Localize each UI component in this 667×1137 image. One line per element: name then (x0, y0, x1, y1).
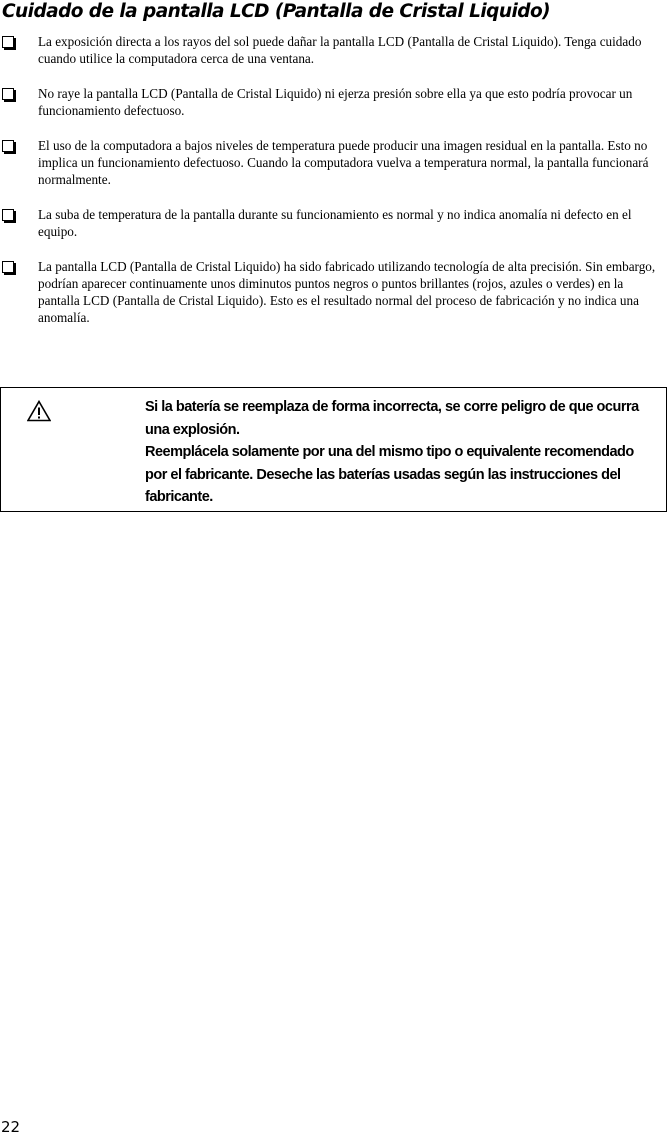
checkbox-bullet-icon (2, 140, 14, 152)
warning-triangle-icon (27, 400, 51, 422)
list-item-text: El uso de la computadora a bajos niveles de temperatura puede producir una imagen residual en la pantalla. Esto no implica un funcionamiento defectuoso. Cuando la computadora vuelva a temperatura normal, la pantalla funcionará normalmente. (38, 138, 649, 187)
checkbox-bullet-icon (2, 261, 14, 273)
list-item-text: La suba de temperatura de la pantalla durante su funcionamiento es normal y no indica anomalía ni defecto en el equipo. (38, 207, 632, 239)
list-item (0, 33, 667, 67)
list-item-text: La exposición directa a los rayos del sol puede dañar la pantalla LCD (Pantalla de Cristal Liquido). Tenga cuidado cuando utilice la computadora cerca de una ventana. (38, 34, 642, 66)
warning-line-1: Si la batería se reemplaza de forma incorrecta, se corre peligro de que ocurra una explosión. (145, 399, 639, 438)
checkbox-bullet-icon (2, 36, 14, 48)
list-item (0, 85, 667, 119)
list-item-text: La pantalla LCD (Pantalla de Cristal Liquido) ha sido fabricado utilizando tecnología de alta precisión. Sin embargo, podrían aparecer continuamente unos diminutos puntos negros o puntos brillantes (rojos, azules o verdes) en la pantalla LCD (Pantalla de Cristal Liquido). Esto es el resultado normal del proceso de fabricación y no indica una anomalía. (38, 259, 656, 325)
checkbox-bullet-icon (2, 88, 14, 100)
list-item-text: No raye la pantalla LCD (Pantalla de Cristal Liquido) ni ejerza presión sobre ella ya que esto podría provocar un funcionamiento defectuoso. (38, 86, 633, 118)
battery-warning-box (0, 387, 667, 512)
page-title: Cuidado de la pantalla LCD (Pantalla de Cristal Liquido) (2, 1, 551, 22)
list-item (0, 258, 667, 326)
list-item (0, 206, 667, 240)
warning-text (145, 396, 655, 509)
care-instructions-list (0, 33, 667, 344)
warning-line-2: Reemplácela solamente por una del mismo tipo o equivalente recomendado por el fabricante. Deseche las baterías usadas según las instrucciones del fabricante. (145, 444, 634, 505)
checkbox-bullet-icon (2, 209, 14, 221)
page-number: 22 (1, 1118, 21, 1136)
list-item (0, 137, 667, 188)
